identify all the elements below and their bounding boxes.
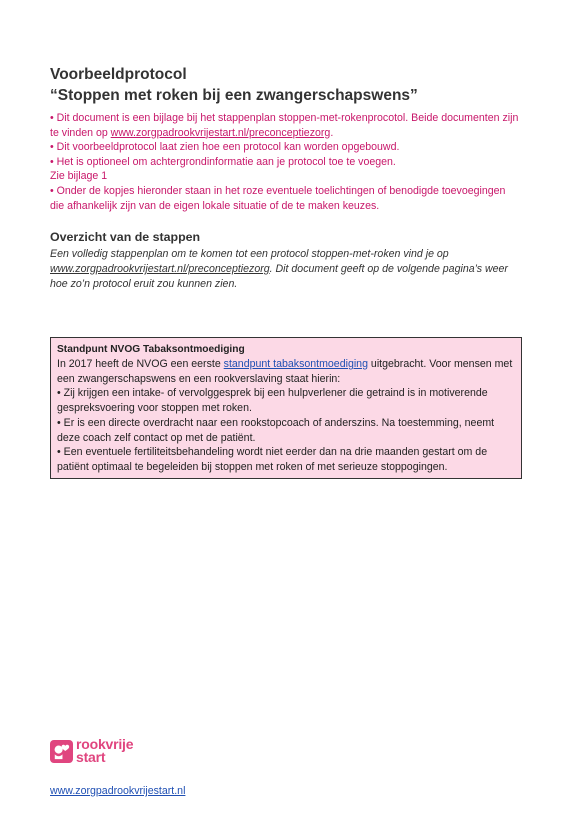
- document-title: Voorbeeldprotocol: [50, 66, 187, 83]
- box-intro: In 2017 heeft de NVOG een eerste standpunt tabaksontmoediging uitgebracht. Voor mensen met een zwangerschapswens en een rookverslaving staat hierin:: [57, 358, 513, 385]
- pink-notes: [50, 111, 520, 213]
- preconceptiezorg-link[interactable]: www.zorgpadrookvrijestart.nl/preconceptiezorg: [110, 126, 331, 139]
- document-subtitle: “Stoppen met roken bij een zwangerschapswens”: [50, 87, 418, 104]
- overview-link[interactable]: www.zorgpadrookvrijestart.nl/preconceptiezorg: [50, 263, 270, 275]
- box-bullet-1: • Zij krijgen een intake- of vervolggesprek bij een hulpverlener die getraind is in motiverende gespreksvoering voor stoppen met roken.: [57, 387, 488, 415]
- box-body: [57, 357, 515, 475]
- standpunt-link[interactable]: standpunt tabaksontmoediging: [223, 358, 368, 370]
- baby-heart-icon: [50, 740, 73, 763]
- note-5: • Onder de kopjes hieronder staan in het roze eventuele toelichtingen of benodigde toevoegingen die afhankelijk zijn van de eigen lokale situatie of de te maken keuzes.: [50, 184, 506, 212]
- note-3: • Het is optioneel om achtergrondinformatie aan je protocol toe te voegen.: [50, 155, 396, 168]
- box-title: Standpunt NVOG Tabaksontmoediging: [57, 344, 245, 355]
- note-1: • Dit document is een bijlage bij het stappenplan stoppen-met-rokenprocotol. Beide documenten zijn te vinden op www.zorgpadrookvrijestart.nl/preconceptiezorg.: [50, 112, 519, 139]
- overview-heading: Overzicht van de stappen: [50, 230, 201, 244]
- rookvrije-start-logo: [50, 736, 133, 766]
- note-2: • Dit voorbeeldprotocol laat zien hoe een protocol kan worden opgebouwd.: [50, 141, 400, 154]
- box-bullet-2: • Er is een directe overdracht naar een rookstopcoach of anderszins. Na toestemming, neemt deze coach zelf contact op met de patiënt.: [57, 416, 495, 444]
- footer-website-link[interactable]: www.zorgpadrookvrijestart.nl: [50, 785, 186, 797]
- note-4: Zie bijlage 1: [50, 170, 108, 183]
- nvog-standpoint-box: [50, 337, 522, 479]
- overview-text: Een volledig stappenplan om te komen tot een protocol stoppen-met-roken vind je op www.zorgpadrookvrijestart.nl/preconceptiezorg. Dit document geeft op de volgende pagina’s weer hoe zo’n protocol eruit zou kunnen zien.: [50, 248, 508, 290]
- logo-wordmark: rookvrije start: [76, 736, 134, 765]
- box-bullet-3: • Een eventuele fertiliteitsbehandeling wordt niet eerder dan na drie maanden gestart om de patiënt optimaal te begeleiden bij stoppen met roken of met serieuze stoppogingen.: [57, 446, 488, 473]
